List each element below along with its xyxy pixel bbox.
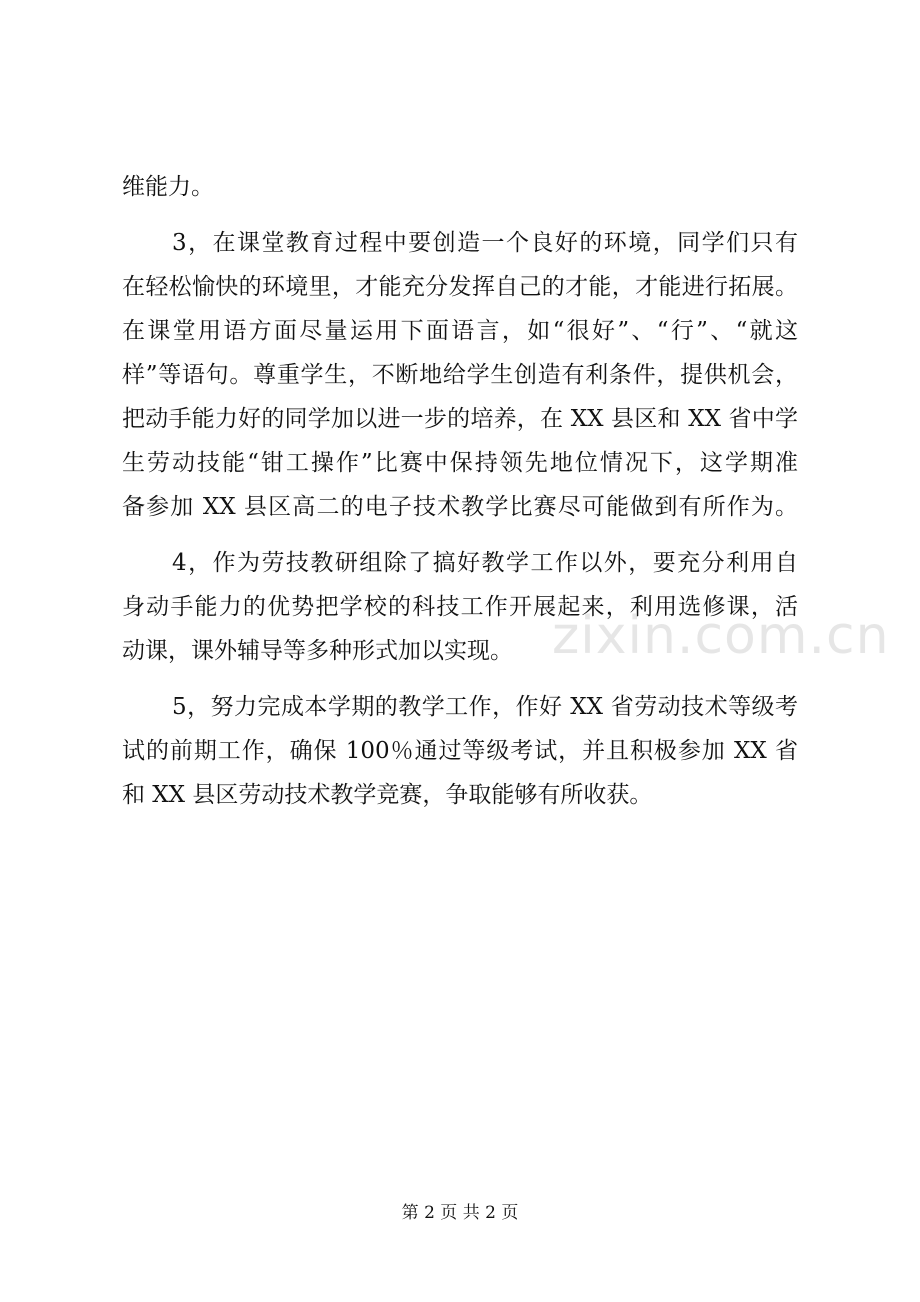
- text-line: 备参加 XX 县区高二的电子技术教学比赛尽可能做到有所作为。: [122, 494, 798, 520]
- text-line: 在轻松愉快的环境里，才能充分发挥自己的才能，才能进行拓展。: [122, 274, 798, 300]
- text-line: 身动手能力的优势把学校的科技工作开展起来，利用选修课，活: [122, 594, 798, 620]
- text-line: 4，作为劳技教研组除了搞好教学工作以外，要充分利用自: [172, 550, 798, 576]
- text-line: 把动手能力好的同学加以进一步的培养，在 XX 县区和 XX 省中学: [122, 406, 798, 432]
- text-line: 和 XX 县区劳动技术教学竞赛，争取能够有所收获。: [122, 782, 653, 808]
- text-line: 3，在课堂教育过程中要创造一个良好的环境，同学们只有: [172, 230, 798, 256]
- text-line: 在课堂用语方面尽量运用下面语言，如“很好”、“行”、“就这: [122, 318, 798, 344]
- text-line: 样”等语句。尊重学生，不断地给学生创造有利条件，提供机会，: [122, 362, 798, 388]
- text-line: 生劳动技能“钳工操作”比赛中保持领先地位情况下，这学期准: [122, 450, 798, 476]
- text-line: 试的前期工作，确保 100％通过等级考试，并且积极参加 XX 省: [122, 738, 798, 764]
- text-line: 维能力。: [122, 174, 214, 200]
- text-line: 5，努力完成本学期的教学工作，作好 XX 省劳动技术等级考: [172, 694, 798, 720]
- page-footer: 第 2 页 共 2 页: [401, 1203, 519, 1223]
- text-line: 动课，课外辅导等多种形式加以实现。: [122, 638, 513, 664]
- watermark: zixin.com.cn: [552, 606, 890, 666]
